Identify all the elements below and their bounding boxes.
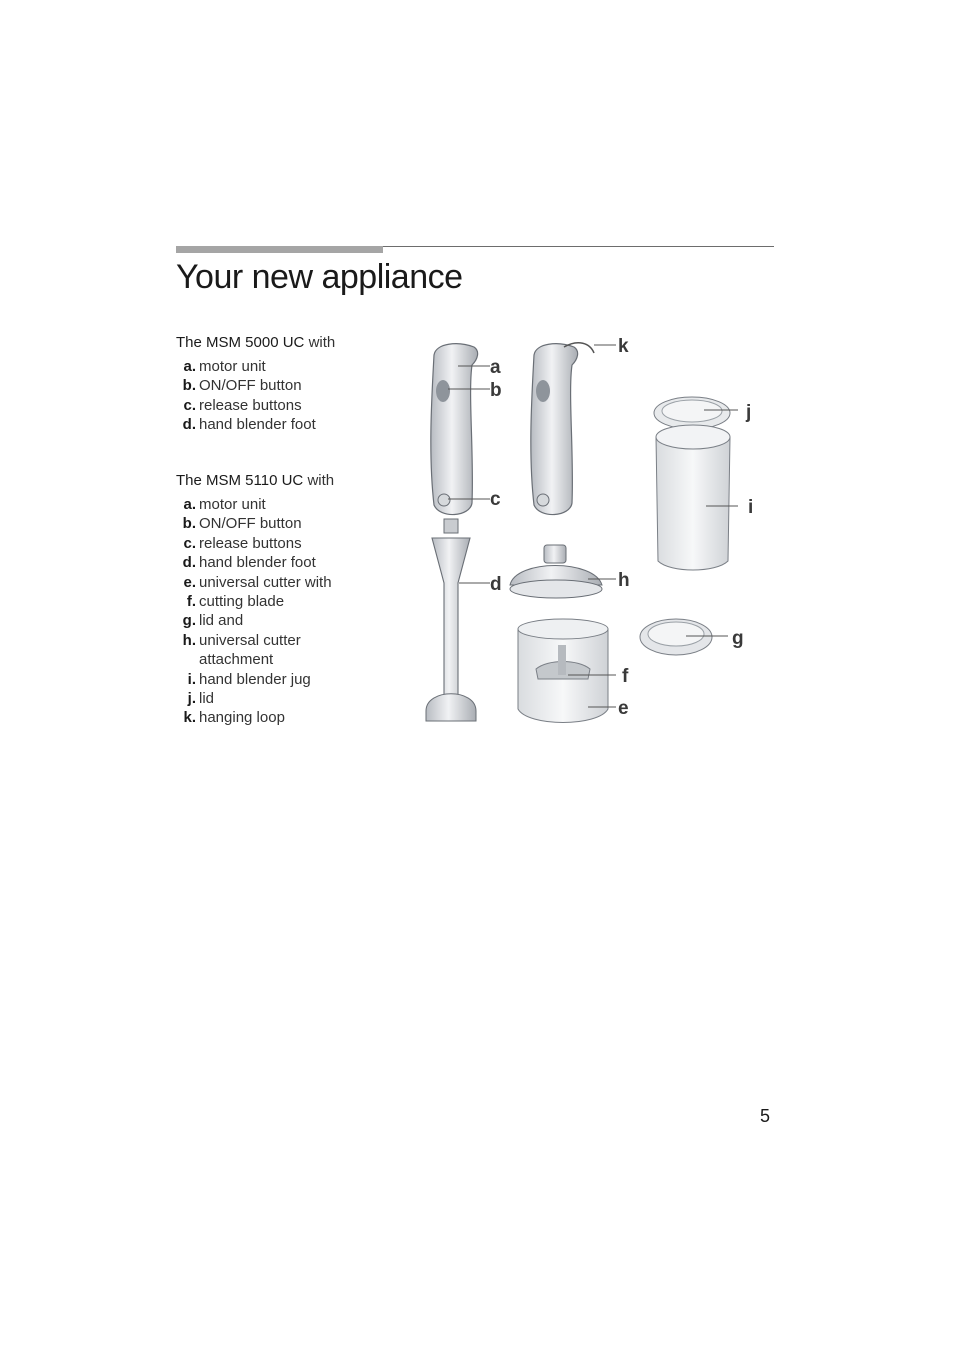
cutter-attachment <box>510 545 602 598</box>
model-suffix: with <box>308 334 336 351</box>
item-key: c. <box>183 396 196 414</box>
item-label: attachment <box>199 651 274 669</box>
item-key: b. <box>182 377 196 395</box>
page-title: Your new appliance <box>176 258 463 296</box>
item-label: ON/OFF button <box>199 515 302 533</box>
item-label: ON/OFF button <box>199 377 302 395</box>
motor-unit-left <box>431 344 478 515</box>
list-item <box>176 357 406 376</box>
item-label: hand blender jug <box>199 670 311 688</box>
callout-c: c <box>490 489 501 510</box>
list-item <box>176 689 406 708</box>
item-label: lid <box>199 690 215 708</box>
section-msm-5000 <box>176 333 406 435</box>
list-item <box>176 631 406 650</box>
item-key: j. <box>187 690 196 708</box>
item-key: k. <box>183 709 196 727</box>
item-label: motor unit <box>199 496 266 513</box>
callout-e: e <box>618 698 629 719</box>
item-key: a. <box>183 358 196 375</box>
on-off-button-graphic <box>536 380 550 402</box>
callout-b: b <box>490 380 502 401</box>
model-name: The MSM 5000 UC <box>176 334 305 351</box>
item-key: e. <box>183 573 196 591</box>
parts-list <box>176 357 406 435</box>
item-key: h. <box>182 631 196 649</box>
list-item <box>176 708 406 727</box>
appliance-illustration <box>418 333 763 731</box>
item-label: hand blender foot <box>199 416 316 434</box>
list-item <box>176 396 406 415</box>
item-label: release buttons <box>199 534 302 552</box>
list-item <box>176 573 406 592</box>
list-item <box>176 495 406 514</box>
callout-k: k <box>618 336 629 357</box>
callout-i: i <box>748 497 754 518</box>
list-item <box>176 670 406 689</box>
item-label: lid and <box>199 612 244 630</box>
list-item <box>176 376 406 395</box>
release-button-graphic <box>537 494 549 506</box>
list-item <box>176 553 406 572</box>
item-label: cutting blade <box>199 593 285 611</box>
release-button-graphic <box>438 494 450 506</box>
list-item <box>176 611 406 630</box>
model-name: The MSM 5110 UC <box>176 472 304 489</box>
callout-j: j <box>746 402 752 423</box>
item-key: b. <box>182 515 196 533</box>
list-item <box>176 534 406 553</box>
item-key: f. <box>186 593 196 611</box>
item-label: universal cutter with <box>199 573 332 591</box>
callout-d: d <box>490 574 502 595</box>
item-label: hand blender foot <box>199 554 316 572</box>
item-key: d. <box>182 416 196 434</box>
item-label: universal cutter <box>199 631 301 649</box>
blender-foot <box>426 519 476 721</box>
blender-jug <box>654 397 730 570</box>
callout-a: a <box>490 357 501 378</box>
list-item <box>176 650 406 669</box>
item-label: hanging loop <box>199 709 285 727</box>
page-number: 5 <box>760 1106 771 1126</box>
item-key <box>176 650 199 669</box>
item-label: motor unit <box>199 358 266 375</box>
callout-f: f <box>622 666 629 687</box>
item-key: c. <box>183 534 196 552</box>
item-label: release buttons <box>199 396 302 414</box>
motor-unit-right <box>531 343 594 515</box>
model-suffix: with <box>307 472 335 489</box>
bowl-lid <box>640 619 712 655</box>
section-msm-5110 <box>176 471 406 728</box>
list-item <box>176 415 406 434</box>
list-item <box>176 514 406 533</box>
parts-list <box>176 495 406 728</box>
item-key: i. <box>187 670 196 688</box>
callout-g: g <box>732 628 744 649</box>
item-key: d. <box>182 554 196 572</box>
item-key: a. <box>183 496 196 513</box>
section-heading <box>176 471 406 491</box>
header-rule-accent <box>176 246 383 253</box>
on-off-button-graphic <box>436 380 450 402</box>
list-item <box>176 592 406 611</box>
section-heading <box>176 333 406 353</box>
callout-h: h <box>618 570 630 591</box>
item-key: g. <box>182 612 196 630</box>
